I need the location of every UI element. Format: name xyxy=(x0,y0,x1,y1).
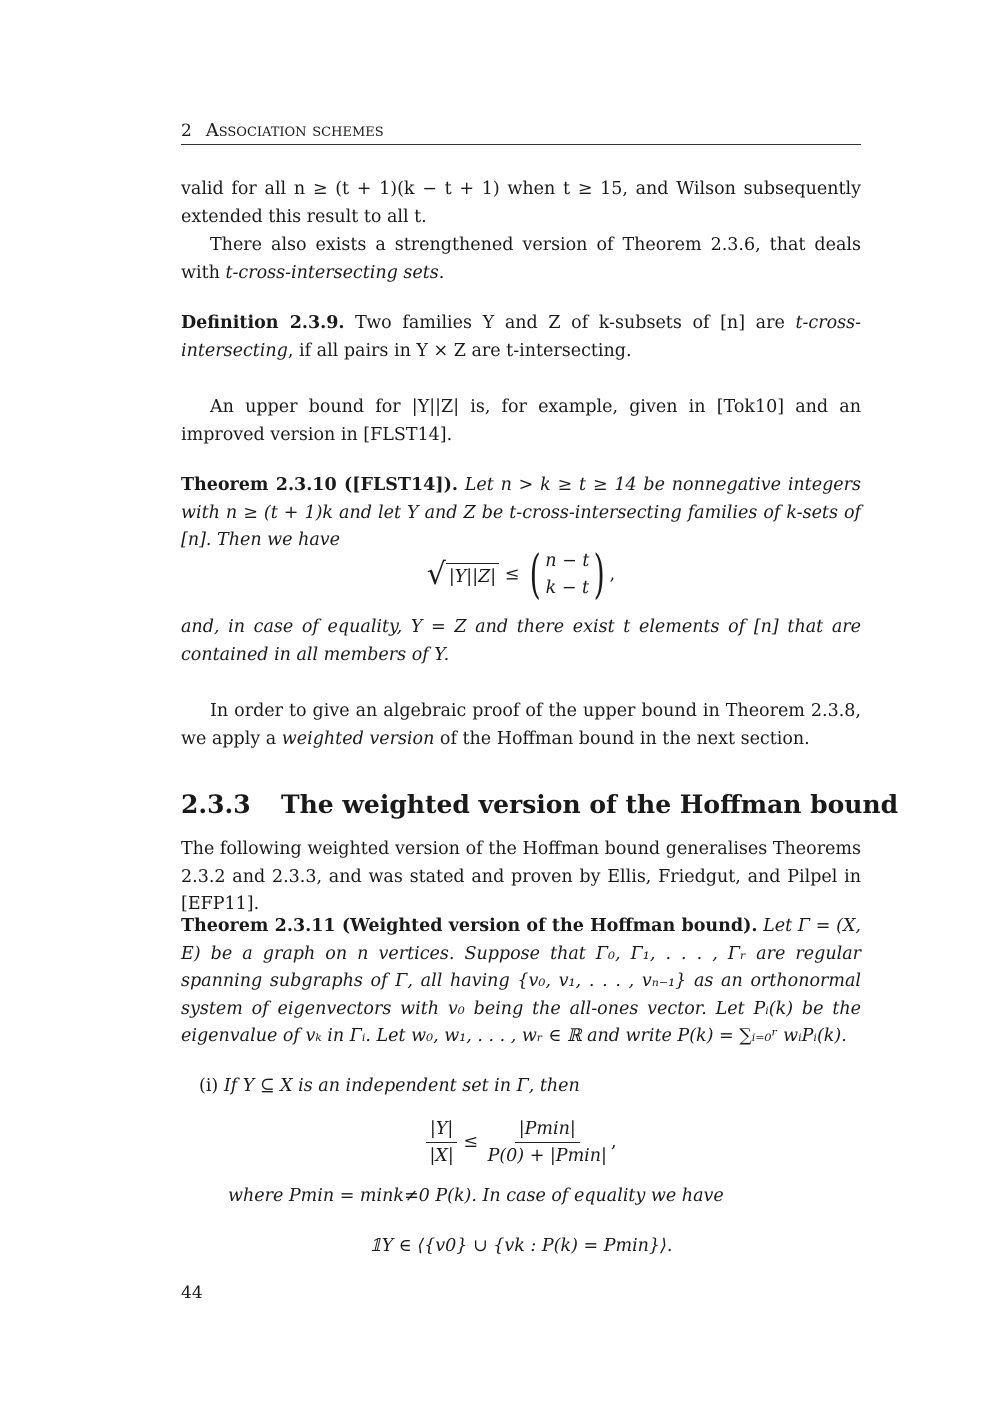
definition-label: Definition 2.3.9. xyxy=(181,313,345,333)
paragraph-upper-bound: An upper bound for |Y||Z| is, for example, given in [Tok10] and an improved version in [FLST14]. xyxy=(181,397,861,445)
section-number: 2.3.3 xyxy=(181,790,251,819)
definition-2-3-9 xyxy=(181,310,861,365)
theorem-10-formula xyxy=(181,545,861,605)
binom-top: n − t xyxy=(545,551,590,571)
theorem-11-item-i xyxy=(199,1073,861,1101)
paragraph-algebraic-end: of the Hoffman bound in the next section. xyxy=(434,728,810,749)
sqrt-sign: √ xyxy=(426,557,446,592)
paragraph-strengthened-text: There also exists a strengthened version of Theorem 2.3.6, that deals with xyxy=(181,235,861,283)
running-header xyxy=(181,120,861,145)
where-pmin: where Pmin = mink≠0 P(k). In case of equality we have xyxy=(228,1186,724,1206)
section-title: The weighted version of the Hoffman bound xyxy=(281,790,899,819)
theorem-2-3-10 xyxy=(181,472,861,555)
theorem-2-3-11 xyxy=(181,913,861,1051)
section-heading xyxy=(181,790,898,819)
theorem-10-statement: Let n > k ≥ t ≥ 14 be nonnegative integers with n ≥ (t + 1)k and let Y and Z be t-cross-intersecting families of k-sets of [n]. Then we have xyxy=(181,475,861,550)
theorem-10-label: Theorem 2.3.10 ([FLST14]). xyxy=(181,475,458,495)
sqrt-expression xyxy=(426,557,499,592)
fraction-right-denominator: P(0) + |Pmin| xyxy=(487,1146,607,1166)
right-paren: ) xyxy=(593,545,606,605)
binomial-coefficient xyxy=(525,545,610,605)
hoffman-bound-formula xyxy=(181,1116,861,1169)
paragraph-strengthened-end: . xyxy=(438,262,445,283)
paragraph-algebraic-proof xyxy=(181,698,861,753)
fraction-left xyxy=(425,1116,457,1169)
fraction-right xyxy=(484,1116,611,1169)
fraction-left-numerator: |Y| xyxy=(426,1116,457,1143)
weighted-version-term: weighted version xyxy=(281,728,435,749)
formula-comma: , xyxy=(609,564,616,585)
left-paren: ( xyxy=(529,545,541,605)
fraction-left-denominator: |X| xyxy=(429,1146,454,1166)
definition-term: t-cross-intersecting xyxy=(181,313,861,361)
theorem-10-conclusion: and, in case of equality, Y = Z and there exist t elements of [n] that are contained in all members of Y. xyxy=(181,617,861,665)
definition-text-end: , if all pairs in Y × Z are t-intersecting. xyxy=(287,340,632,361)
cross-intersecting-term: t-cross-intersecting sets xyxy=(225,262,439,283)
formula-leq: ≤ xyxy=(504,564,520,585)
definition-text: Two families Y and Z of k-subsets of [n] are xyxy=(344,313,796,333)
item-i-text: If Y ⊆ X is an independent set in Γ, then xyxy=(218,1076,580,1096)
formula-leq-2: ≤ xyxy=(463,1132,478,1152)
paragraph-ellis-friedgut: The following weighted version of the Hoffman bound generalises Theorems 2.3.2 and 2.3.3, and was stated and proven by Ellis, Friedgut, and Pilpel in [EFP11]. xyxy=(181,839,861,914)
paragraph-algebraic-text: In order to give an algebraic proof of the upper bound in Theorem 2.3.8, we apply a xyxy=(181,701,861,749)
paragraph-wilson: valid for all n ≥ (t + 1)(k − t + 1) when t ≥ 15, and Wilson subsequently extended this result to all t. xyxy=(181,179,861,227)
fraction-right-numerator: |Pmin| xyxy=(515,1116,580,1143)
theorem-11-statement: Let Γ = (X, E) be a graph on n vertices. Suppose that Γ₀, Γ₁, . . . , Γᵣ are regular spanning subgraphs of Γ, all having {v₀, v₁, . . . , vₙ₋₁} as an orthonormal system of eigenvectors with v₀ being the all-ones vector. Let Pᵢ(k) be the eigenvalue of vₖ in Γᵢ. Let w₀, w₁, . . . , wᵣ ∈ ℝ and write P(k) = ∑ᵢ₌₀ʳ wᵢPᵢ(k). xyxy=(181,916,861,1046)
theorem-11-label: Theorem 2.3.11 (Weighted version of the Hoffman bound). xyxy=(181,916,758,936)
binom-bottom: k − t xyxy=(545,578,590,598)
formula-comma-2: , xyxy=(610,1132,617,1152)
indicator-formula: 𝟙Y ∈ ⟨{v0} ∪ {vk : P(k) = Pmin}⟩. xyxy=(369,1236,673,1256)
page-number: 44 xyxy=(181,1283,203,1303)
paragraph-strengthened xyxy=(181,232,861,287)
sqrt-body: |Y||Z| xyxy=(446,563,499,590)
header-chapter-number: 2 xyxy=(181,121,193,141)
header-chapter-title: Association schemes xyxy=(205,120,384,141)
item-i-label: (i) xyxy=(199,1076,219,1096)
